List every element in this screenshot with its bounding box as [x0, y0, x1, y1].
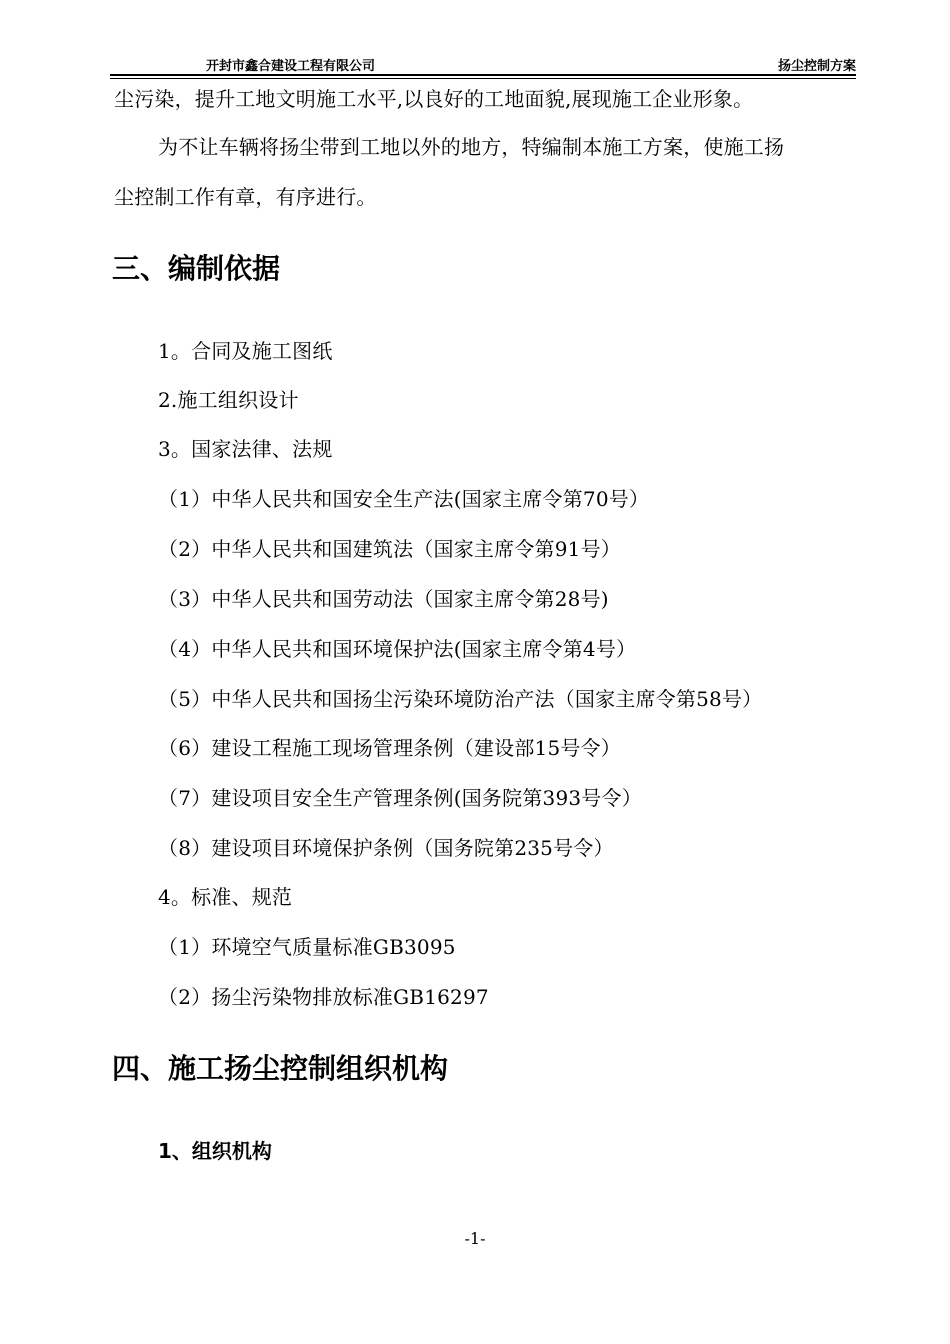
- basis-item: （8）建设项目环境保护条例（国务院第235号令）: [158, 836, 614, 860]
- paragraph-line: 尘污染，提升工地文明施工水平,以良好的工地面貌,展现施工企业形象。: [114, 87, 754, 111]
- basis-item: （1）环境空气质量标准GB3095: [158, 935, 456, 959]
- section-heading-organization: 四、施工扬尘控制组织机构: [112, 1052, 449, 1085]
- page-number: -1-: [464, 1229, 486, 1248]
- paragraph-line: 尘控制工作有章，有序进行。: [114, 185, 377, 209]
- basis-item: 1。合同及施工图纸: [158, 339, 333, 363]
- basis-item: 3。国家法律、法规: [158, 437, 333, 461]
- subsection-heading-organization: 1、组织机构: [158, 1139, 272, 1163]
- basis-item: （7）建设项目安全生产管理条例(国务院第393号令）: [158, 786, 642, 810]
- basis-item: （4）中华人民共和国环境保护法(国家主席令第4号）: [158, 637, 637, 661]
- basis-item: （6）建设工程施工现场管理条例（建设部15号令）: [158, 736, 621, 760]
- header-company-name: 开封市鑫合建设工程有限公司: [206, 59, 376, 74]
- basis-item: （2）中华人民共和国建筑法（国家主席令第91号）: [158, 537, 621, 561]
- basis-item: （3）中华人民共和国劳动法（国家主席令第28号): [158, 587, 609, 611]
- paragraph-line: 为不让车辆将扬尘带到工地以外的地方，特编制本施工方案，使施工扬: [158, 135, 785, 159]
- basis-item: 2.施工组织设计: [158, 388, 299, 412]
- basis-item: 4。标准、规范: [158, 885, 293, 909]
- section-heading-basis: 三、编制依据: [112, 252, 281, 285]
- basis-item: （1）中华人民共和国安全生产法(国家主席令第70号）: [158, 487, 650, 511]
- basis-item: （5）中华人民共和国扬尘污染环境防治产法（国家主席令第58号）: [158, 687, 763, 711]
- header-document-title: 扬尘控制方案: [777, 59, 856, 74]
- basis-item: （2）扬尘污染物排放标准GB16297: [158, 985, 489, 1009]
